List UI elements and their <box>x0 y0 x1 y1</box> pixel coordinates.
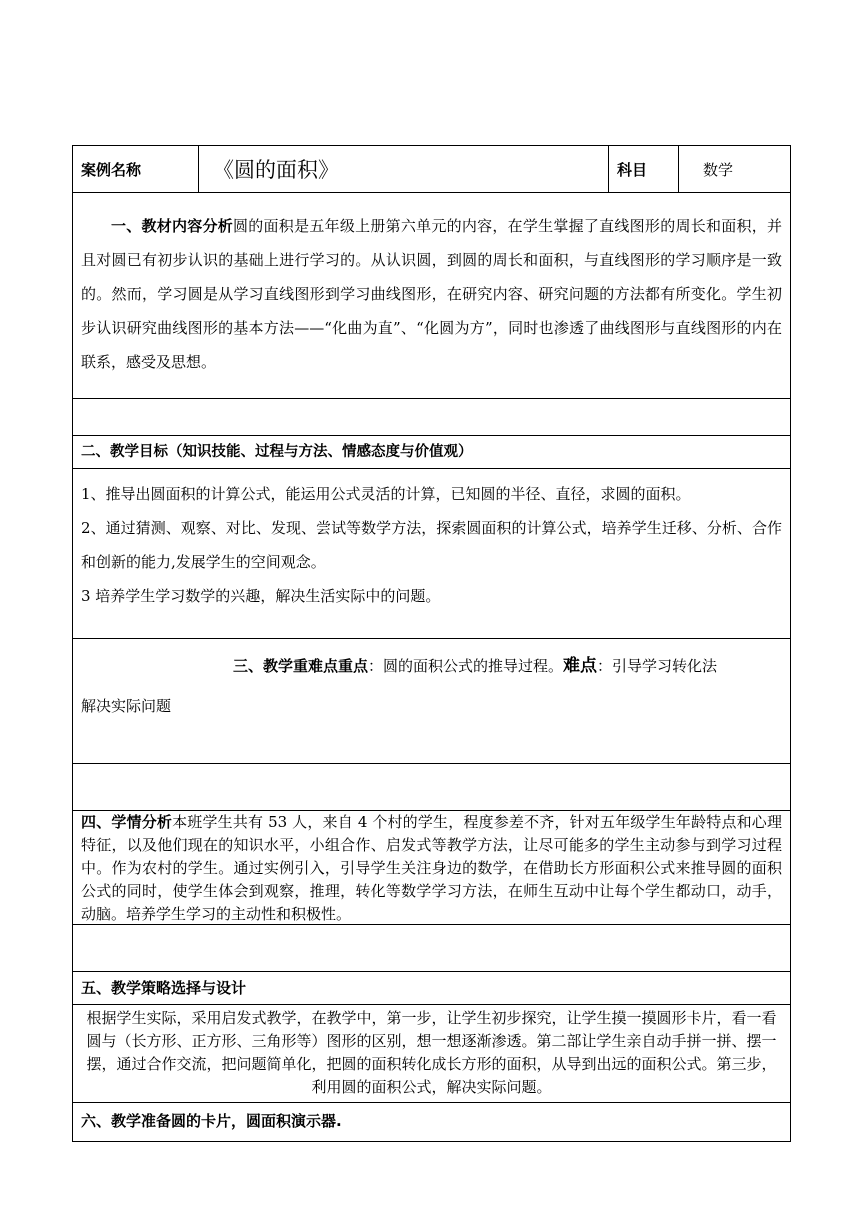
section3-heading: 三、教学重难点 <box>233 657 339 675</box>
empty-row <box>73 399 790 436</box>
key-difficult-continuation: 解决实际问题 <box>81 697 172 715</box>
key-difficult-paragraph <box>73 649 790 683</box>
section2-heading: 二、教学目标（知识技能、过程与方法、情感态度与价值观） <box>81 444 473 460</box>
section-key-difficult <box>73 639 790 764</box>
material-analysis-paragraph <box>73 209 790 379</box>
section-goals-heading-row <box>73 436 790 469</box>
subject-label: 科目 <box>609 146 679 192</box>
key-point-text: ：圆的面积公式的推导过程。 <box>368 657 564 675</box>
section-strategy-heading-row <box>73 972 790 1005</box>
section1-text: 圆的面积是五年级上册第六单元的内容，在学生掌握了直线图形的周长和面积，并且对圆已有初步认识的基础上进行学习的。从认识圆，到圆的周长和面积，与直线图形的学习顺序是一致的。然而，学习圆是从学习直线图形到学习曲线图形，在研究内容、研究问题的方法都有所变化。学生初步认识研究曲线图形的基本方法——“化曲为直”、“化圆为方”，同时也渗透了曲线图形与直线图形的内在联系，感受及思想。 <box>81 217 782 371</box>
key-point-label: 重点 <box>338 657 369 675</box>
section1-heading: 一、教材内容分析 <box>111 217 234 235</box>
case-name-label: 案例名称 <box>73 146 199 192</box>
goal-item: 1、推导出圆面积的计算公式，能运用公式灵活的计算，已知圆的半径、直径，求圆的面积。 <box>81 485 691 503</box>
empty-row <box>73 764 790 811</box>
subject-value: 数学 <box>703 160 734 179</box>
section-goals-body <box>73 469 790 639</box>
difficult-point-text: ：引导学习转化法 <box>597 657 718 675</box>
goal-item: 2、通过猜测、观察、对比、发现、尝试等数学方法，探索圆面积的计算公式，培养学生迁移、分析、合作和创新的能力,发展学生的空间观念。 <box>81 519 782 571</box>
difficult-point-label: 难点 <box>563 656 598 676</box>
section4-text: 本班学生共有 53 人，来自 4 个村的学生，程度参差不齐，针对五年级学生年龄特点和心理特征，以及他们现在的知识水平，小组合作、启发式等教学方法，让尽可能多的学生主动参与到学习过程中。作为农村的学生。通过实例引入，引导学生关注身边的数学，在借助长方形面积公式来推导圆的面积公式的同时，使学生体会到观察，推理，转化等数学学习方法，在师生互动中让每个学生都动口，动手，动脑。培养学生学习的主动性和积极性。 <box>81 813 782 923</box>
lesson-plan-table <box>72 145 791 1142</box>
header-row <box>73 146 790 193</box>
section4-heading: 四、学情分析 <box>81 813 173 831</box>
student-analysis-paragraph <box>73 811 790 926</box>
empty-row <box>73 925 790 972</box>
case-title: 《圆的面积》 <box>199 146 609 192</box>
section-strategy-body <box>73 1005 790 1103</box>
strategy-paragraph: 根据学生实际，采用启发式教学，在教学中，第一步，让学生初步探究，让学生摸一摸圆形卡片，看一看圆与（长方形、正方形、三角形等）图形的区别，想一想逐渐渗透。第二部让学生亲自动手拼一拼、摆一摆，通过合作交流，把问题简单化，把圆的面积转化成长方形的面积，从导到出远的面积公式。第三步，利用圆的面积公式，解决实际问题。 <box>86 1009 777 1096</box>
section6-heading: 六、教学准备圆的卡片，圆面积演示器. <box>81 1112 342 1130</box>
section-material-analysis <box>73 193 790 399</box>
section-student-analysis <box>73 811 790 925</box>
section-preparation-row <box>73 1103 790 1141</box>
section5-heading: 五、教学策略选择与设计 <box>81 979 247 997</box>
goal-item: 3 培养学生学习数学的兴趣，解决生活实际中的问题。 <box>81 587 441 605</box>
